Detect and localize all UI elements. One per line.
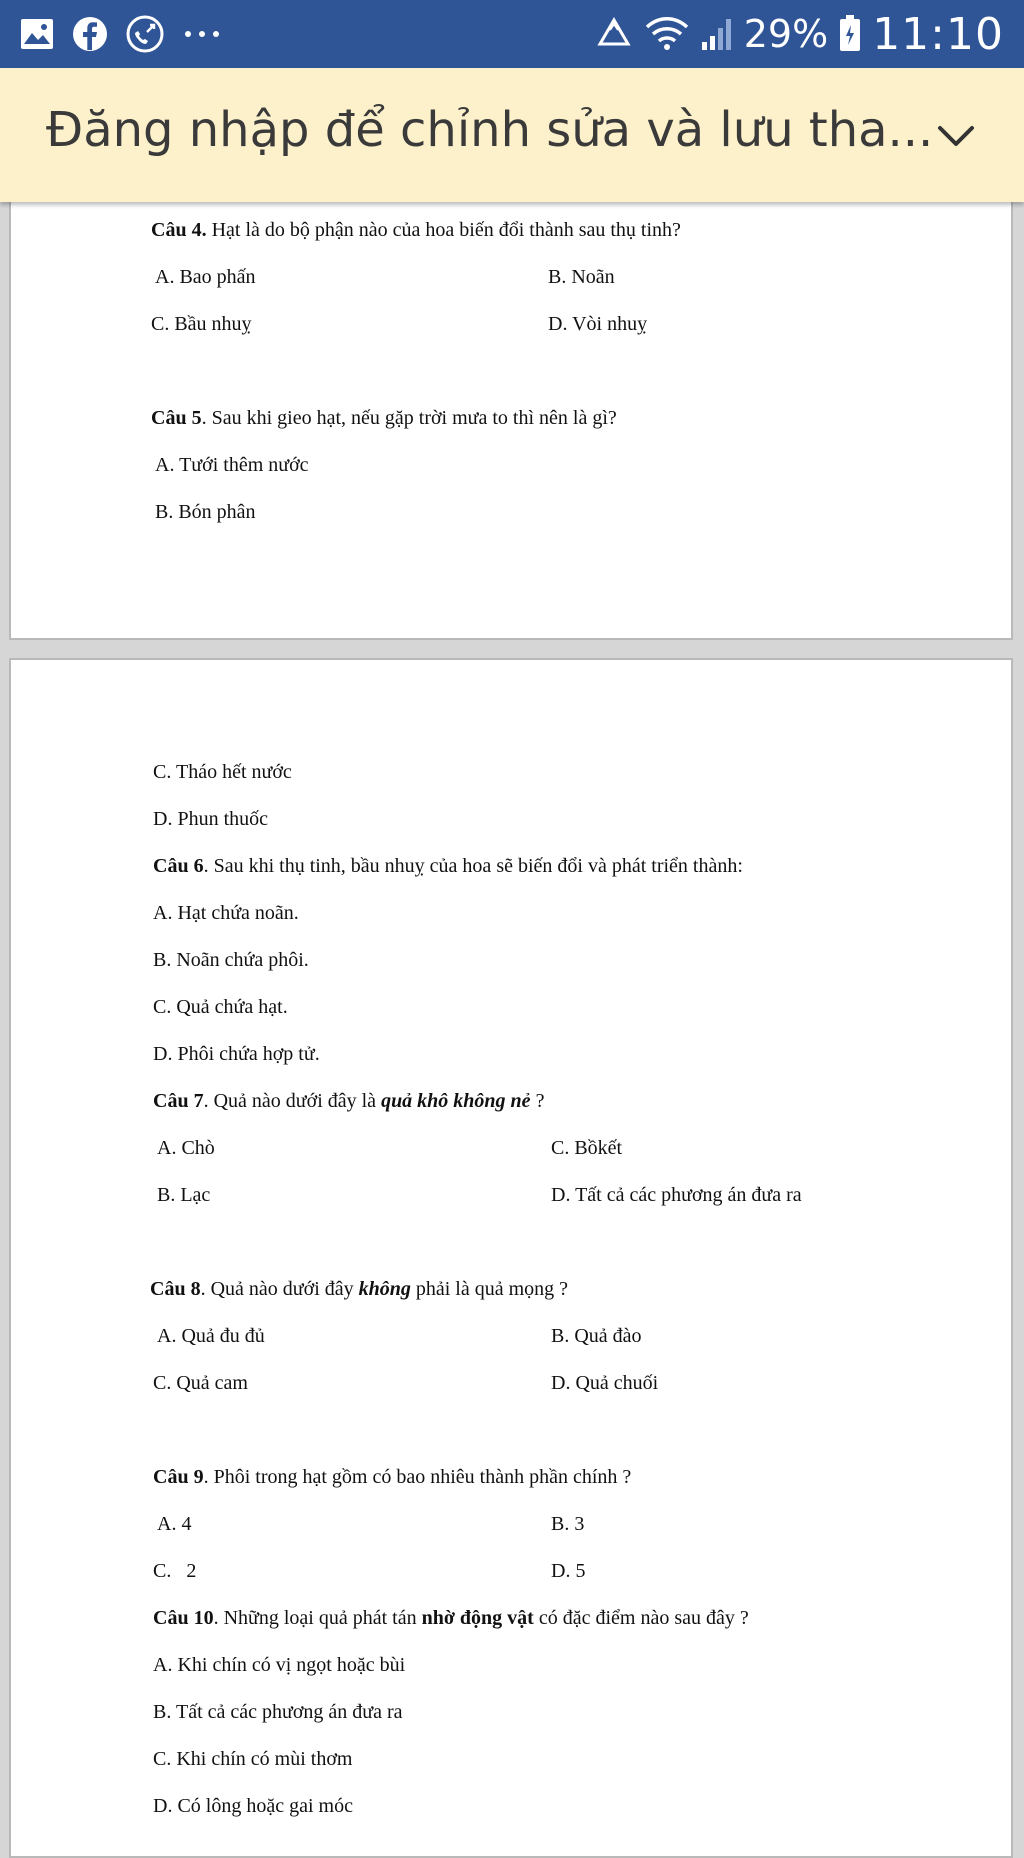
- signal-icon: [700, 16, 734, 52]
- answer-option: B. Bón phân: [155, 501, 256, 523]
- question-text: Hạt là do bộ phận nào của hoa biến đổi thành sau thụ tinh?: [206, 219, 681, 241]
- sign-in-banner[interactable]: [0, 68, 1024, 202]
- more-icon: [182, 28, 222, 40]
- question-text: . Những loại quả phát tán: [213, 1607, 422, 1629]
- answer-option: A. Bao phấn: [155, 266, 256, 288]
- question-label: Câu 5: [151, 407, 202, 429]
- answer-option: C. Bồkết: [551, 1137, 623, 1159]
- answer-option: B. Noãn chứa phôi.: [153, 949, 309, 971]
- chevron-down-icon[interactable]: [934, 116, 978, 156]
- answer-option: C. Quả cam: [153, 1372, 248, 1394]
- document-page-1: [9, 180, 1013, 640]
- question-emphasis: không: [358, 1278, 411, 1300]
- question-6: [153, 854, 743, 878]
- answer-option: C. Quả chứa hạt.: [153, 996, 288, 1018]
- question-9: [153, 1465, 631, 1489]
- gallery-icon: [20, 18, 54, 50]
- answer-option: C. Tháo hết nước: [153, 761, 292, 783]
- question-text: . Quả nào dưới đây là: [203, 1090, 382, 1112]
- question-5: [151, 406, 617, 430]
- answer-option: B. Tất cả các phương án đưa ra: [153, 1701, 403, 1723]
- answer-option: C. 2: [153, 1560, 197, 1582]
- question-label: Câu 10: [153, 1607, 214, 1629]
- answer-option: C. Khi chín có mùi thơm: [153, 1748, 353, 1770]
- answer-option: A. Quả đu đủ: [157, 1325, 265, 1347]
- question-text: . Phôi trong hạt gồm có bao nhiêu thành phần chính ?: [203, 1466, 632, 1488]
- question-label: Câu 8: [150, 1278, 201, 1300]
- question-7: [153, 1089, 544, 1113]
- question-8: [150, 1277, 568, 1301]
- question-label: Câu 9: [153, 1466, 204, 1488]
- question-emphasis: quả khô không nẻ: [381, 1090, 531, 1112]
- answer-option: D. Phun thuốc: [153, 808, 268, 830]
- answer-option: A. Khi chín có vị ngọt hoặc bùi: [153, 1654, 406, 1676]
- answer-option: D. Tất cả các phương án đưa ra: [551, 1184, 802, 1206]
- answer-option: D. 5: [551, 1560, 586, 1582]
- answer-option: D. Có lông hoặc gai móc: [153, 1795, 353, 1817]
- question-text: . Sau khi gieo hạt, nếu gặp trời mưa to thì nên là gì?: [201, 407, 617, 429]
- answer-option: A. 4: [157, 1513, 192, 1535]
- question-label: Câu 6: [153, 855, 204, 877]
- battery-icon: [838, 15, 862, 53]
- question-text: có đặc điểm nào sau đây ?: [533, 1607, 749, 1629]
- answer-option: B. Lạc: [157, 1184, 211, 1206]
- status-bar: [0, 0, 1024, 68]
- answer-option: B. Noãn: [548, 266, 615, 288]
- answer-option: D. Quả chuối: [551, 1372, 659, 1394]
- banner-title: Đăng nhập để chỉnh sửa và lưu tha...: [46, 102, 934, 158]
- question-text: . Quả nào dưới đây: [200, 1278, 359, 1300]
- answer-option: D. Vòi nhuỵ: [548, 313, 648, 335]
- question-label: Câu 7: [153, 1090, 204, 1112]
- question-text: ?: [530, 1090, 545, 1112]
- answer-option: C. Bầu nhuỵ: [151, 313, 252, 335]
- question-10: [153, 1606, 749, 1630]
- question-emphasis: nhờ động vật: [421, 1607, 534, 1629]
- question-label: Câu 4.: [151, 219, 207, 241]
- clock: 11:10: [872, 8, 1004, 60]
- answer-option: D. Phôi chứa hợp tử.: [153, 1043, 320, 1065]
- question-4: [151, 218, 681, 242]
- question-text: phải là quả mọng ?: [410, 1278, 569, 1300]
- answer-option: B. Quả đào: [551, 1325, 642, 1347]
- recycle-icon: [594, 16, 634, 52]
- answer-option: A. Hạt chứa noãn.: [153, 902, 299, 924]
- document-page-2: [9, 658, 1013, 1858]
- wifi-icon: [644, 15, 690, 53]
- answer-option: A. Tưới thêm nước: [155, 454, 309, 476]
- battery-percent: 29%: [743, 12, 829, 56]
- answer-option: A. Chò: [157, 1137, 215, 1159]
- answer-option: B. 3: [551, 1513, 585, 1535]
- question-text: . Sau khi thụ tinh, bầu nhuỵ của hoa sẽ biến đổi và phát triển thành:: [203, 855, 743, 877]
- facebook-icon: [72, 16, 108, 52]
- phone-icon: [126, 15, 164, 53]
